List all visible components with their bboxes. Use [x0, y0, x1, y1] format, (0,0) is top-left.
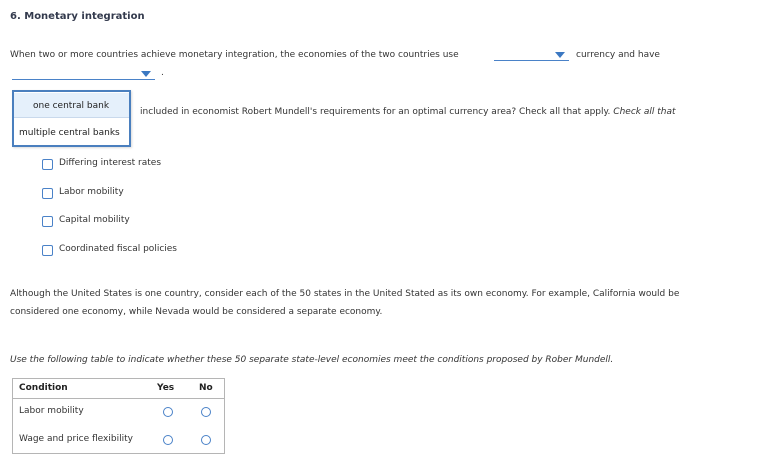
table-row-wage-price-flexibility [13, 427, 224, 455]
dropdown-option-label: multiple central banks [19, 128, 120, 138]
checkbox-label: Coordinated fiscal policies [59, 244, 177, 254]
condition-cell: Wage and price flexibility [19, 434, 133, 444]
sentence-prefix: When two or more countries achieve monetary integration, the economies of the two countries use [10, 50, 459, 60]
header-condition: Condition [19, 383, 68, 393]
chevron-down-icon[interactable] [555, 52, 565, 58]
checkbox-label: Capital mobility [59, 215, 130, 225]
checkbox[interactable] [42, 159, 53, 170]
mundell-conditions-table [12, 378, 225, 454]
radio-no[interactable] [201, 435, 211, 445]
central-bank-dropdown-menu [12, 90, 131, 147]
condition-cell: Labor mobility [19, 406, 84, 416]
header-no: No [199, 383, 213, 393]
mundell-question-main: included in economist Robert Mundell's requirements for an optimal currency area? Check all that apply. [140, 107, 611, 117]
dropdown-option-one-central-bank[interactable] [14, 93, 129, 118]
dropdown-option-multiple-central-banks[interactable] [14, 121, 129, 146]
checkbox[interactable] [42, 245, 53, 256]
central-bank-dropdown-field[interactable] [12, 69, 155, 80]
dropdown-option-label: one central bank [33, 101, 110, 111]
table-header [13, 379, 224, 399]
table-row-labor-mobility [13, 399, 224, 427]
checkbox[interactable] [42, 188, 53, 199]
radio-yes[interactable] [163, 435, 173, 445]
sentence-suffix: currency and have [576, 50, 660, 60]
mundell-question-text [140, 107, 676, 117]
paragraph-line-2: considered one economy, while Nevada would be considered a separate economy. [10, 307, 383, 317]
header-yes: Yes [157, 383, 175, 393]
paragraph-line-1: Although the United States is one country, consider each of the 50 states in the United Stated as its own economy. For example, California would be [10, 289, 680, 299]
checkbox-label: Differing interest rates [59, 158, 162, 168]
checkbox-label: Labor mobility [59, 187, 124, 197]
radio-no[interactable] [201, 407, 211, 417]
radio-yes[interactable] [163, 407, 173, 417]
question-title: 6. Monetary integration [10, 11, 145, 22]
mundell-question-italic: Check all that [613, 107, 676, 117]
sentence-end-punct: . [161, 68, 164, 78]
table-instruction: Use the following table to indicate whether these 50 separate state-level economies meet the conditions proposed by Rober Mundell. [10, 355, 614, 365]
checkbox[interactable] [42, 216, 53, 227]
chevron-down-icon[interactable] [141, 71, 151, 77]
